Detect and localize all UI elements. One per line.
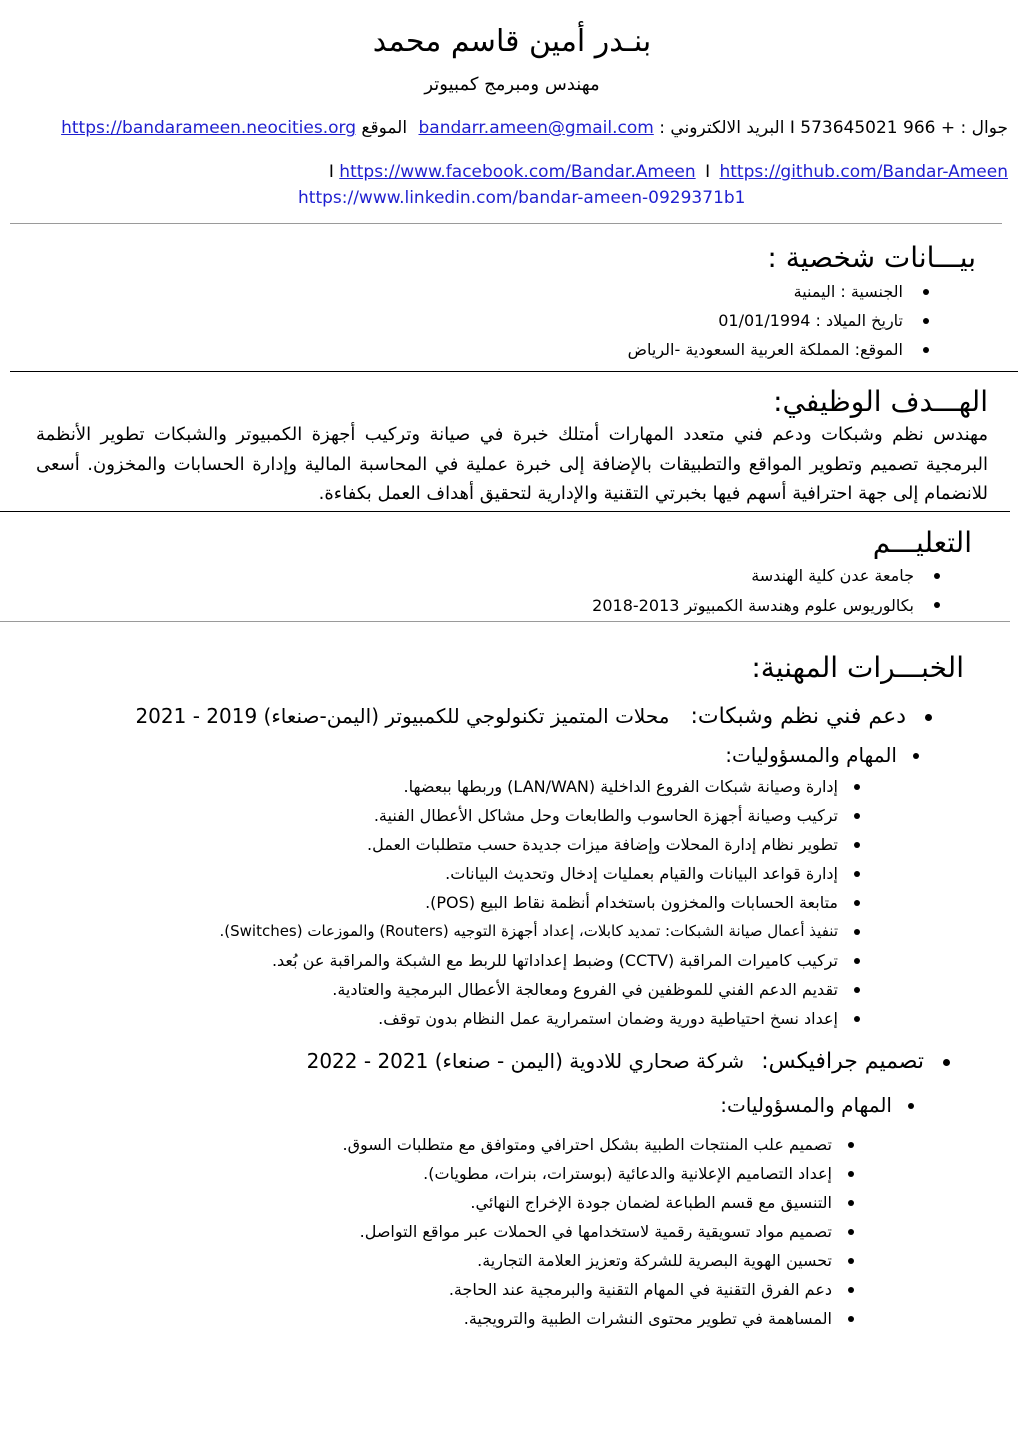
personal-list [628,277,949,364]
email-label: البريد الالكتروني : [659,118,785,138]
list-item: بكالوريوس علوم وهندسة الكمبيوتر 2013-2018 [592,590,960,622]
list-item: تصميم علب المنتجات الطبية بشكل احترافي ومتوافق مع متطلبات السوق. [342,1130,866,1159]
list-item: دعم الفرق التقنية في المهام التقنية والبرمجية عند الحاجة. [342,1275,866,1304]
job-tasks-list [342,1130,866,1333]
job-entry [135,700,944,733]
list-item: تنفيذ أعمال صيانة الشبكات: تمديد كابلات، إعداد أجهزة التوجيه (Routers) والموزعات (Switches). [219,917,872,946]
contact-line-1 [61,116,1008,140]
contact-line-2 [329,160,1008,184]
personal-section-title: بيـــانات شخصية : [767,241,976,274]
phone-label: جوال : [960,118,1008,138]
list-item: جامعة عدن كلية الهندسة [592,561,960,590]
job-role: دعم فني نظم وشبكات: [690,704,906,729]
job-company: محلات المتميز تكنولوجي للكمبيوتر (اليمن-صنعاء) 2019 - 2021 [135,704,670,728]
list-item: الموقع: المملكة العربية السعودية -الرياض [628,335,949,364]
list-item: الجنسية : اليمنية [628,277,949,306]
cv-title: مهندس ومبرمج كمبيوتر [424,74,600,95]
job-tasks-list [219,772,872,1033]
tasks-heading: المهام والمسؤوليات: [725,740,929,770]
divider [0,621,1010,622]
list-item: التنسيق مع قسم الطباعة لضمان جودة الإخراج النهائي. [342,1188,866,1217]
list-item: تقديم الدعم الفني للموظفين في الفروع ومعالجة الأعطال البرمجية والعتادية. [219,975,872,1004]
divider [0,511,1010,512]
objective-text: مهندس نظم وشبكات ودعم فني متعدد المهارات أمتلك خبرة في صيانة وتركيب أجهزة الكمبيوتر والشبكات تطوير الأنظمة البرمجية تصميم وتطوير المواقع والتطبيقات بالإضافة إلى خبرة عملية في المحاسبة المالية وإدارة الحسابات والمخزون. أسعى للانضمام إلى جهة احترافية أسهم فيها بخبرتي التقنية والإدارية لتحقيق أهداف العمل بكفاءة. [36,424,988,504]
list-item: المساهمة في تطوير محتوى النشرات الطبية والترويجية. [342,1304,866,1333]
github-link[interactable]: https://github.com/Bandar-Ameen [719,162,1008,182]
phone-number: 573645021 966 + [800,118,956,138]
education-section-title: التعليـــم [872,526,972,559]
website-label: الموقع [361,118,408,138]
list-item: تاريخ الميلاد : 01/01/1994 [628,306,949,335]
experience-section-title: الخبـــرات المهنية: [751,651,964,684]
email-link[interactable]: bandarr.ameen@gmail.com [418,118,654,138]
objective-section-title: الهـــدف الوظيفي: [773,385,988,418]
list-item: تركيب كاميرات المراقبة (CCTV) وضبط إعداداتها للربط مع الشبكة والمراقبة عن بُعد. [219,946,872,975]
separator: I [789,118,795,138]
divider [10,371,1018,372]
separator: I [705,162,711,182]
list-item: تطوير نظام إدارة المحلات وإضافة ميزات جديدة حسب متطلبات العمل. [219,830,872,859]
contact-line-3 [298,186,746,210]
list-item: تركيب وصيانة أجهزة الحاسوب والطابعات وحل مشاكل الأعطال الفنية. [219,801,872,830]
separator: I [328,162,334,182]
cv-name: بنـدر أمين قاسم محمد [372,24,652,59]
list-item: إدارة وصيانة شبكات الفروع الداخلية (LAN/WAN) وربطها ببعضها. [219,772,872,801]
job-entry [307,1045,962,1078]
facebook-link[interactable]: https://www.facebook.com/Bandar.Ameen [339,162,696,182]
job-company: شركة صحاري للادوية (اليمن - صنعاء) 2021 - 2022 [306,1049,745,1073]
tasks-heading: المهام والمسؤوليات: [720,1090,924,1120]
job-role: تصميم جرافيكس: [761,1049,924,1074]
list-item: إعداد نسخ احتياطية دورية وضمان استمرارية عمل النظام بدون توقف. [219,1004,872,1033]
education-list [592,561,960,622]
website-link[interactable]: https://bandarameen.neocities.org [61,118,356,138]
list-item: تصميم مواد تسويقية رقمية لاستخدامها في الحملات عبر مواقع التواصل. [342,1217,866,1246]
list-item: إدارة قواعد البيانات والقيام بعمليات إدخال وتحديث البيانات. [219,859,872,888]
list-item: إعداد التصاميم الإعلانية والدعائية (بوسترات، بنرات، مطويات). [342,1159,866,1188]
divider [10,223,1002,224]
list-item: تحسين الهوية البصرية للشركة وتعزيز العلامة التجارية. [342,1246,866,1275]
linkedin-link[interactable]: https://www.linkedin.com/bandar-ameen-0929371b1 [298,188,746,208]
list-item: متابعة الحسابات والمخزون باستخدام أنظمة نقاط البيع (POS). [219,888,872,917]
